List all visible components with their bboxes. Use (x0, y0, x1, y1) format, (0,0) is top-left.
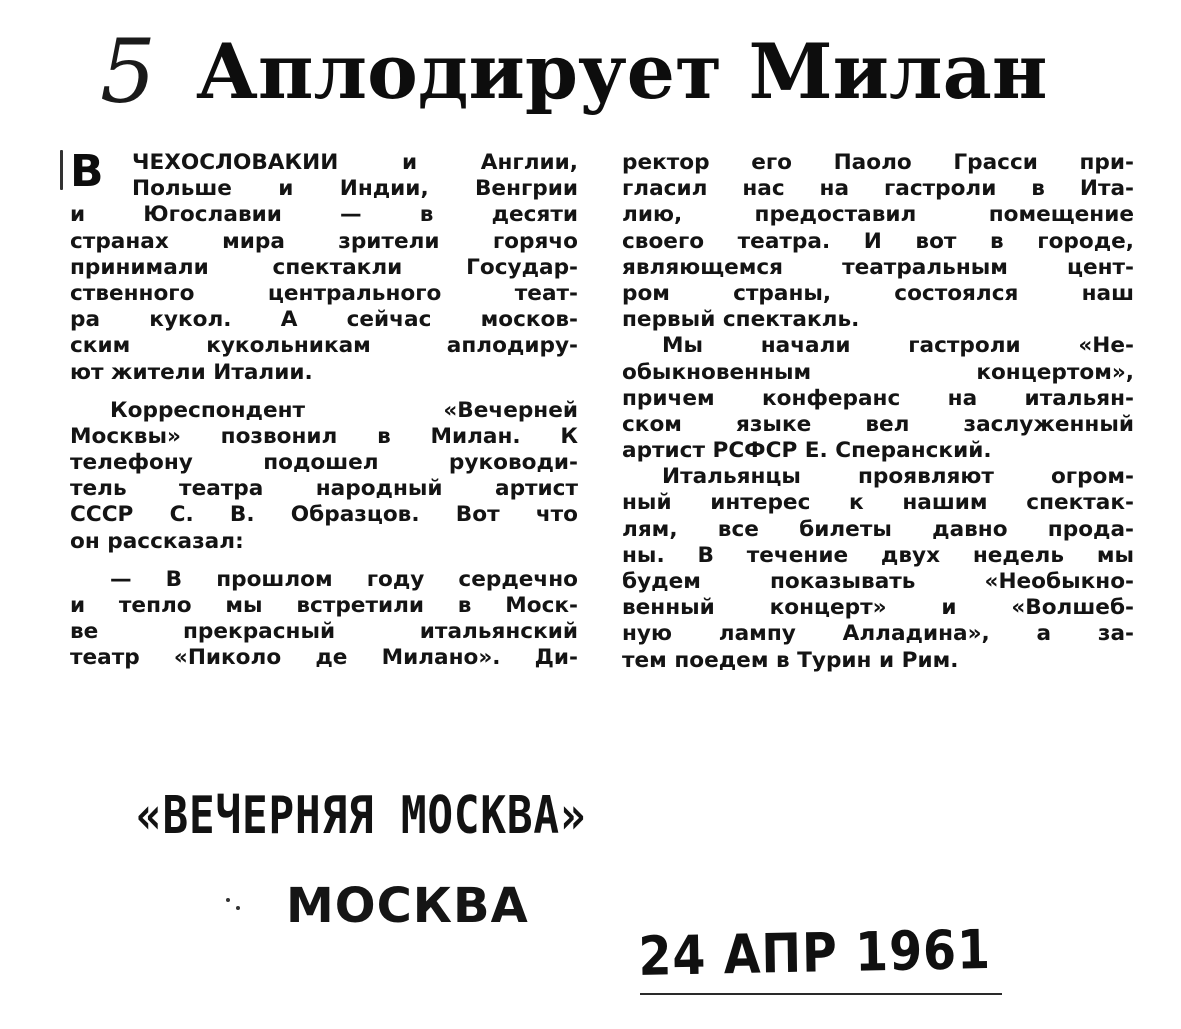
text-line: гласил нас на гастроли в Ита- (622, 176, 1134, 202)
text-line: театр «Пиколо де Милано». Ди- (70, 645, 578, 671)
drop-cap: В (70, 146, 104, 197)
article-column-right (622, 150, 1134, 674)
text-line: Итальянцы проявляют огром- (662, 464, 1134, 490)
paragraph-gap (70, 386, 578, 398)
text-line: ют жители Италии. (70, 359, 313, 385)
date-underline (640, 993, 1002, 995)
text-line: Мы начали гастроли «Не- (662, 333, 1134, 359)
ink-speck (226, 898, 230, 902)
text-line: ственного центрального теат- (70, 280, 578, 306)
text-line: будем показывать «Необыкно- (622, 569, 1134, 594)
text-line: телефону подошел руководи- (70, 450, 578, 476)
ink-speck (60, 150, 63, 190)
text-line: тель театра народный артист (70, 476, 578, 502)
text-line: — В прошлом году сердечно (110, 566, 578, 592)
text-line: он рассказал: (70, 528, 244, 554)
article-column-left (70, 146, 578, 672)
text-line: ском языке вел заслуженный (622, 411, 1134, 437)
text-line: Москвы» позвонил в Милан. К (70, 423, 578, 449)
text-line: обыкновенным концертом», (622, 359, 1134, 385)
text-line: СССР С. В. Образцов. Вот что (70, 502, 578, 528)
text-line: венный концерт» и «Волшеб- (622, 595, 1134, 621)
text-line: первый спектакль. (622, 307, 860, 333)
text-line: Корреспондент «Вечерней (110, 397, 578, 423)
text-line: ским кукольникам аплодиру- (70, 333, 578, 359)
text-line: странах мира зрители горячо (70, 228, 578, 254)
text-line: ра кукол. А сейчас москов- (70, 307, 578, 333)
text-line: артист РСФСР Е. Сперанский. (622, 438, 992, 464)
newspaper-stamp: «ВЕЧЕРНЯЯ МОСКВА» (136, 786, 587, 846)
text-line: ром страны, состоялся наш (622, 280, 1134, 306)
text-line: ве прекрасный итальянский (70, 619, 578, 645)
paragraph-gap (70, 555, 578, 567)
text-line: Польше и Индии, Венгрии (132, 176, 578, 202)
text-line: причем конферанс на итальян- (622, 385, 1134, 411)
text-line: лям, все билеты давно прода- (622, 516, 1134, 542)
text-line: и Югославии — в десяти (70, 202, 578, 228)
text-line: являющемся театральным цент- (622, 254, 1134, 280)
text-line: ную лампу Алладина», а за- (622, 621, 1134, 647)
text-line: ны. В течение двух недель мы (622, 542, 1134, 568)
article-headline: Аплодирует Милан (196, 27, 1048, 116)
text-line: ный интерес к нашим спектак- (622, 490, 1134, 516)
text-line: лию, предоставил помещение (622, 202, 1134, 228)
text-line: ректор его Паоло Грасси при- (622, 150, 1134, 175)
text-line: ЧЕХОСЛОВАКИИ и Англии, (132, 150, 578, 175)
date-stamp: 24 АПР 1961 (637, 918, 992, 988)
text-line: своего театра. И вот в городе, (622, 228, 1134, 254)
handwritten-number: 5 (100, 20, 156, 123)
city-stamp: МОСКВА (286, 878, 529, 934)
text-line: принимали спектакли Государ- (70, 254, 578, 280)
text-line: тем поедем в Турин и Рим. (622, 647, 959, 673)
ink-speck (236, 906, 240, 910)
text-line: и тепло мы встретили в Моск- (70, 593, 578, 618)
